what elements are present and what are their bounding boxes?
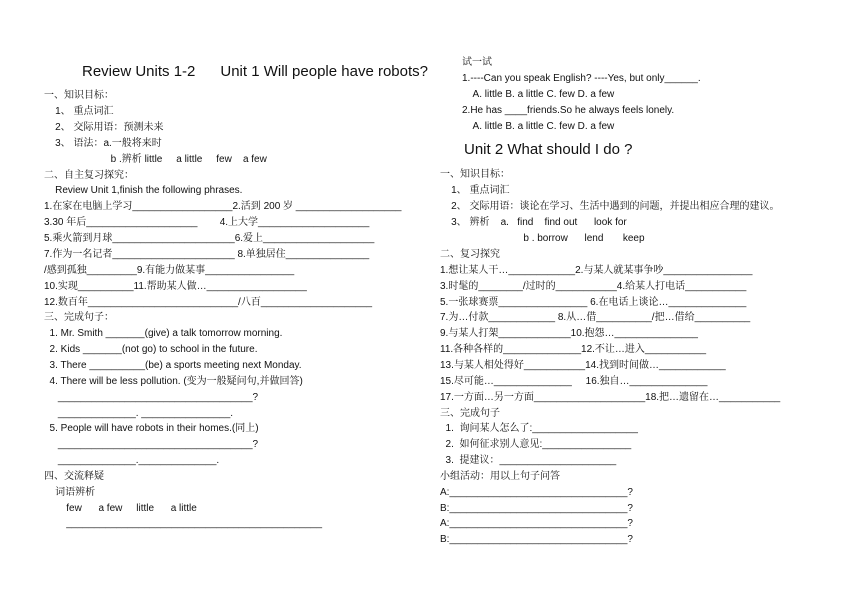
text-line: 1、 重点词汇 [44, 106, 114, 117]
text-line: 三、完成句子： [44, 312, 114, 323]
text-line: /感到孤独_________9.有能力做某事________________ [44, 265, 295, 276]
text-line: A. little B. a little C. few D. a few [462, 121, 615, 132]
text-line: B:________________________________? [440, 534, 633, 545]
text-line: Review Unit 1,finish the following phrases. [44, 185, 243, 196]
text-line: 9.与某人打架_____________10.抱怨…_______________ [440, 328, 698, 339]
text-line: few a few little a little [44, 503, 197, 514]
text-line: ______________.______________. [44, 455, 220, 466]
text-line: 一、知识目标： [44, 90, 114, 101]
text-line: 2、 交际用语：谈论在学习、生活中遇到的问题，并提出相应合理的建议。 [440, 201, 780, 212]
text-line: 三、完成句子 [440, 408, 500, 419]
text-line: 2. Kids _______(not go) to school in the future. [44, 344, 258, 355]
unit2-title: Unit 2 What should I do ? [464, 141, 633, 158]
text-line: 1.想让某人干…____________2.与某人就某事争吵________________ [440, 265, 753, 276]
text-line: 词语辨析 [44, 487, 96, 498]
text-line: 7.作为一名记者______________________ 8.单独居住_______________ [44, 249, 370, 260]
text-line: 1.----Can you speak English? ----Yes, but only______. [462, 73, 701, 84]
text-line: 3. There __________(be) a sports meeting next Monday. [44, 360, 302, 371]
text-line: ______________. ________________. [44, 408, 234, 419]
text-line: 3.时髦的________/过时的___________4.给某人打电话___________ [440, 281, 747, 292]
text-line: A:________________________________? [440, 487, 633, 498]
text-line: 17.一方面…另一方面____________________18.把…遗留在…___________ [440, 392, 781, 403]
text-line: 5. People will have robots in their homes.(同上) [44, 423, 259, 434]
text-line: 试一试 [462, 57, 492, 68]
text-line: 1、 重点词汇 [440, 185, 510, 196]
text-line: 一、知识目标： [440, 169, 510, 180]
unit1-title: Review Units 1-2 Unit 1 Will people have robots? [82, 63, 428, 80]
text-line: b . borrow lend keep [440, 233, 645, 244]
text-line: 13.与某人相处得好___________14.找到时间做…____________ [440, 360, 726, 371]
text-line: 1.在家在电脑上学习__________________2.活到 200 岁 ___________________ [44, 201, 402, 212]
text-line: ___________________________________? [44, 439, 259, 450]
text-line: ___________________________________? [44, 392, 259, 403]
text-line: 2、 交际用语：预测未来 [44, 122, 164, 133]
text-line: B:________________________________? [440, 503, 633, 514]
text-line: 5.一张球赛票________________ 6.在电话上谈论…______________ [440, 297, 747, 308]
text-line: 二、自主复习探究： [44, 170, 134, 181]
text-line: 11.各种各样的______________12.不让…进入___________ [440, 344, 707, 355]
text-line: 15.尽可能…______________ 16.独自…______________ [440, 376, 708, 387]
text-line: 1. Mr. Smith _______(give) a talk tomorrow morning. [44, 328, 283, 339]
text-line: A. little B. a little C. few D. a few [462, 89, 615, 100]
text-line: 1. 询问某人怎么了:___________________ [440, 423, 638, 434]
text-line: 12.数百年___________________________/八百____________________ [44, 297, 373, 308]
text-line: 4. There will be less pollution. (变为一般疑问句,并做回答) [44, 376, 303, 387]
text-line: A:________________________________? [440, 518, 633, 529]
text-line: 3. 提建议：_____________________ [440, 455, 617, 466]
text-line: 3、 语法：a.一般将来时 [44, 138, 162, 149]
text-line: 5.乘火箭到月球______________________6.爱上____________________ [44, 233, 375, 244]
text-line: 二、复习探究 [440, 249, 500, 260]
text-line: 3.30 年后____________________ 4.上大学____________________ [44, 217, 370, 228]
text-line: 10.实现__________11.帮助某人做…__________________ [44, 281, 307, 292]
text-line: 7.为…付款____________ 8.从…借__________/把…借给__________ [440, 312, 751, 323]
text-line: 3、 辨析 a. find find out look for [440, 217, 627, 228]
text-line: 2.He has ____friends.So he always feels lonely. [462, 105, 675, 116]
text-line: 小组活动：用以上句子问答 [440, 471, 560, 482]
text-line: 四、交流释疑 [44, 471, 104, 482]
text-line: ______________________________________________ [44, 518, 323, 529]
text-line: b .辨析 little a little few a few [44, 154, 267, 165]
text-line: 2. 如何征求别人意见:________________ [440, 439, 632, 450]
